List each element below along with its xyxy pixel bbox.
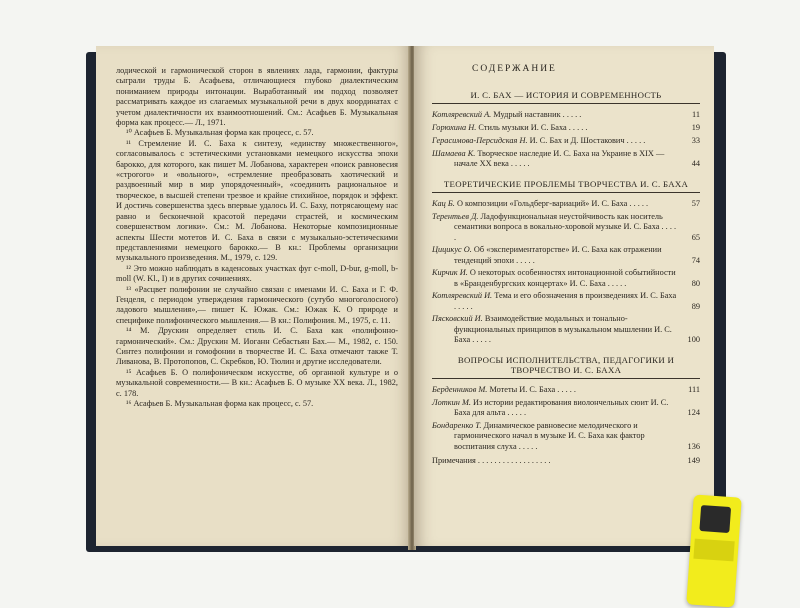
toc-entry-title: О некоторых особенностях интонационной событийности в «Бранденбургских концертах» И. С. Баха	[454, 268, 676, 288]
marker-band	[693, 539, 734, 562]
footnote-paragraph: лодической и гармонической сторон в явлениях лада, гармонии, фактуры сыграли труды Б. Асафьева, отличающиеся глубоко диалектическим пониманием природы интонации. Выработанный им подход позволяет рассматривать каждое из слагаемых музыкальной речи в двух координатах с учетом диалектичности их взаимоотношений. См.: Асафьев Б. Музыкальная форма как процесс.— Л., 1971.	[116, 66, 398, 128]
toc-entry-title: Мотеты И. С. Баха	[489, 385, 556, 395]
toc-entry-author: Котляревский А.	[432, 110, 492, 120]
toc-entry-author: Котляревский И.	[432, 291, 493, 301]
toc-entry-title: Об «экспериментаторстве» И. С. Баха как отражении тенденций эпохи	[454, 245, 662, 265]
toc-entry-title: Мудрый наставник	[493, 110, 561, 120]
toc-entry-author: Берденников М.	[432, 385, 488, 395]
toc-entry-author: Шамаева К.	[432, 148, 476, 158]
toc-entry-page: 44	[691, 159, 700, 168]
toc-entry-author: Пясковский И.	[432, 314, 483, 324]
toc-entry-author: Лоткин М.	[432, 398, 471, 408]
toc-entry-title: О композиции «Гольдберг-вариаций» И. С. Баха	[456, 199, 628, 209]
notes-page: 149	[687, 455, 700, 465]
toc-entry-page: 74	[691, 255, 700, 265]
toc-entry-page: 124	[687, 408, 700, 418]
toc-entry[interactable]: Терентьев Д. Ладофункциональная неустойчивость как носитель семантики вопроса в вокально-хоровой музыке И. С. Баха . . . . . 65	[432, 212, 700, 242]
toc-entry[interactable]: Котляревский А. Мудрый наставник . . . . . 11	[432, 110, 700, 120]
footnote-paragraph: ¹³ «Расцвет полифонии не случайно связан с именами И. С. Баха и Г. Ф. Генделя, с периодом утверждения гармонического (сутубо многоголосного) ладового мышления»,— пишет К. Южак. См.: Южак К. О природе и специфике полифонического мышления.— В кн.: Полифония. М., 1975, с. 11.	[116, 284, 398, 325]
toc-entry[interactable]: Герасимова-Персидская Н. И. С. Бах и Д. Шостакович . . . . . 33	[432, 136, 700, 145]
toc-entry-title: И. С. Бах и Д. Шостакович	[529, 136, 625, 145]
toc-entry-page: 65	[691, 232, 700, 242]
toc-entry[interactable]: Котляревский И. Тема и его обозначения в произведениях И. С. Баха . . . . . 89	[432, 291, 700, 311]
toc-entry-title: Взаимодействие модальных и тонально-функциональных принципов в музыкальном мышлении И. С. Баха	[454, 314, 672, 344]
toc-entry-page: 33	[691, 136, 700, 145]
toc-entry-page: 111	[688, 385, 700, 395]
footnote-paragraph: ¹⁰ Асафьев Б. Музыкальная форма как процесс, с. 57.	[126, 128, 314, 138]
toc-section-heading: ВОПРОСЫ ИСПОЛНИТЕЛЬСТВА, ПЕДАГОГИКИ И ТВОРЧЕСТВО И. С. БАХА	[432, 355, 700, 379]
right-page	[414, 46, 714, 546]
table-of-contents	[432, 64, 700, 469]
toc-entry-page: 136	[687, 441, 700, 451]
toc-entry-author: Кац Б.	[432, 199, 455, 209]
toc-entry[interactable]: Кац Б. О композиции «Гольдберг-вариаций» И. С. Баха . . . . . 57	[432, 199, 700, 209]
toc-entry[interactable]: Горюхина Н. Стиль музыки И. С. Баха . . . . . 19	[432, 123, 700, 133]
toc-entry-title: Тема и его обозначения в произведениях И. С. Баха	[494, 291, 677, 301]
toc-section-heading: ТЕОРЕТИЧЕСКИЕ ПРОБЛЕМЫ ТВОРЧЕСТВА И. С. БАХА	[432, 179, 700, 193]
toc-entry-notes[interactable]: Примечания . . . . . . . . . . . . . . . . . . 149	[432, 455, 700, 465]
toc-entry-page: 100	[687, 334, 700, 344]
toc-entry[interactable]: Пясковский И. Взаимодействие модальных и тонально-функциональных принципов в музыкальном мышлении И. С. Баха . . . . . 100	[432, 314, 700, 344]
footnote-paragraph: ¹² Это можно наблюдать в каденсовых участках фуг c-moll, D-bur, g-moll, b-moll (W. Kl., I) и в других сочинениях.	[116, 263, 398, 284]
toc-entry-title: Ладофункциональная неустойчивость как носитель семантики вопроса в вокально-хоровой музыке И. С. Баха	[454, 212, 663, 232]
toc-entry-title: Стиль музыки И. С. Баха	[478, 123, 567, 133]
toc-entry-author: Терентьев Д.	[432, 212, 479, 222]
toc-entry-title: Творческое наследие И. С. Баха на Украине в XIX — начале XX века	[454, 148, 665, 168]
toc-entry-page: 11	[692, 110, 700, 120]
footnote-paragraph: ¹⁴ М. Друскин определяет стиль И. С. Баха как «полифонно-гармонический». См.: Друскин М. Иоганн Себастьян Бах.— М., 1982, с. 150. Синтез полифонии и гомофонии в творчестве И. С. Баха отмечают также Т. Ливанова, В. Протопопов, С. Скребков, Ю. Тюлин и другие исследователи.	[116, 326, 398, 367]
toc-title: СОДЕРЖАНИЕ	[472, 64, 557, 74]
left-page	[96, 46, 412, 546]
toc-entry[interactable]: Берденников М. Мотеты И. С. Баха . . . . . 111	[432, 385, 700, 395]
toc-entry[interactable]: Цицикус О. Об «экспериментаторстве» И. С. Баха как отражении тенденций эпохи . . . . . 74	[432, 245, 700, 265]
toc-entry[interactable]: Кирчик И. О некоторых особенностях интонационной событийности в «Бранденбургских концертах» И. С. Баха . . . . . 80	[432, 268, 700, 288]
toc-entry-page: 57	[691, 199, 700, 209]
toc-entry-author: Бондаренко Т.	[432, 421, 482, 431]
yellow-marker	[686, 494, 742, 607]
toc-entry[interactable]: Бондаренко Т. Динамическое равновесие мелодического и гармонического начал в музыке И. С. Баха как фактор воспитания слуха . . . . . 136	[432, 421, 700, 451]
marker-cap	[699, 505, 731, 533]
toc-entry-page: 80	[691, 278, 700, 288]
toc-body	[432, 90, 700, 466]
toc-section-heading: И. С. БАХ — ИСТОРИЯ И СОВРЕМЕННОСТЬ	[432, 90, 700, 104]
toc-entry[interactable]: Шамаева К. Творческое наследие И. С. Баха на Украине в XIX — начале XX века . . . . . 44	[432, 148, 700, 168]
toc-entry-author: Кирчик И.	[432, 268, 468, 278]
notes-label: Примечания	[432, 455, 476, 465]
toc-entry[interactable]: Лоткин М. Из истории редактирования виолончельных сюит И. С. Баха для альта . . . . . 124	[432, 398, 700, 418]
footnote-paragraph: ¹¹ Стремление И. С. Баха к синтезу, «единству множественного», согласовывалось с эстетическими установками немецкого искусства эпохи барокко, для которого, как пишет М. Лобанова, характерен «поиск равновесия «строгого» и «вольного», «стремление преобразовать хаотический и раздвоенный мир в мир упорядоченный», «соединить рациональное и творческое, в высшей степени трезвое и крайне стихийное, порядок и эффект. И достичь совершенства здесь впервые удалось И. С. Баху, потрясающему нас равно и бесконечной красотой передачи страстей, и космическим совершенством логики». См.: М. Лобанова. Некоторые композиционные аспекты Шести мотетов И. С. Баха в связи с музыкально-эстетическими представлениями немецкого барокко.— В кн.: Проблемы организации музыкального произведения. М., 1979, с. 129.	[116, 138, 398, 263]
toc-entry-title: Из истории редактирования виолончельных сюит И. С. Баха для альта	[454, 398, 669, 418]
toc-entry-title: Динамическое равновесие мелодического и гармонического начал в музыке И. С. Баха как фактор воспитания слуха	[454, 421, 645, 451]
toc-entry-page: 89	[691, 301, 700, 311]
footnotes-text	[116, 66, 398, 409]
footnote-paragraph: ¹⁶ Асафьев Б. Музыкальная форма как процесс, с. 57.	[126, 399, 314, 408]
toc-entry-page: 19	[691, 123, 700, 133]
toc-entry-author: Герасимова-Персидская Н.	[432, 136, 528, 145]
toc-entry-author: Горюхина Н.	[432, 123, 477, 133]
toc-entry-author: Цицикус О.	[432, 245, 472, 255]
footnote-paragraph: ¹⁵ Асафьев Б. О полифоническом искусстве, об органной культуре и о музыкальной современности.— В кн.: Асафьев Б. О музыке XX века. Л., 1982, с. 178.	[116, 367, 398, 398]
